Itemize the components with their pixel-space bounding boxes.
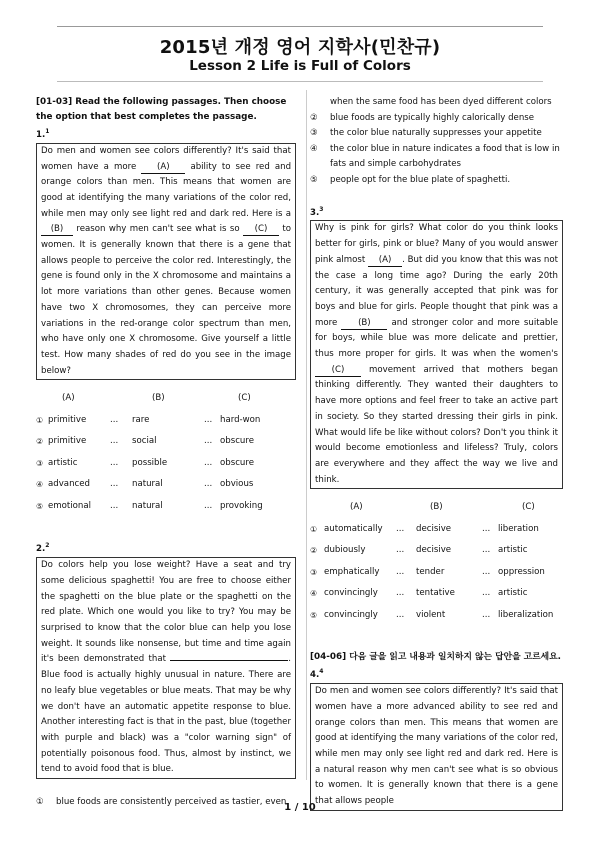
option-row[interactable]: ④ convincingly ... tentative ... artistic: [310, 588, 528, 599]
question-2-passage: Do colors help you lose weight? Have a seat and try some delicious spaghetti! You are free to choose either the spaghetti on the blue plate or the spaghetti on the red plate. Which one would you like to try? You may be surprised to know that the color blue can help you lose weight. It sounds like nonsense, but time and time again it's been demonstrated that . Blue food is actually highly unusual in nature. There are no leafy blue vegetables or blue meats. That may be why we don't have an automatic appetite response to blue. Another interesting fact is that in the past, blue (together with purple and black) was a "color warning sign" of potentially poisonous food. Thus, almost by instinct, we tend to avoid food that is blue.: [36, 557, 296, 779]
options-header: (A) (B) (C): [62, 393, 251, 404]
option-row[interactable]: ② primitive ... social ... obscure: [36, 436, 254, 447]
option-row[interactable]: ③ artistic ... possible ... obscure: [36, 457, 254, 468]
question-3-options: [310, 497, 563, 626]
header-rule-top: [57, 26, 543, 27]
question-3-number: 3.$^3$: [310, 205, 324, 218]
question-1-number: 1.$^1$: [36, 128, 50, 140]
option-row[interactable]: ① automatically ... decisive ... liberation: [310, 523, 539, 534]
option-row[interactable]: ⑤ emotional ... natural ... provoking: [36, 500, 263, 511]
option-item[interactable]: ⑤ people opt for the blue plate of spaghetti.: [310, 174, 511, 185]
option-item[interactable]: ③ the color blue naturally suppresses your appetite: [310, 128, 542, 139]
question-4-number: 4.$^4$: [310, 668, 324, 681]
page-number: 1 / 10: [284, 802, 316, 813]
section-instruction-2: [04-06] 다음 글을 읽고 내용과 일치하지 않는 답안을 고르세요.: [310, 652, 561, 663]
question-2-number: 2.$^2$: [36, 542, 50, 555]
header-rule-bottom: [57, 81, 543, 82]
blank-c: (C): [243, 224, 279, 236]
option-item-continued: when the same food has been dyed different colors: [330, 97, 552, 107]
blank-long: [170, 660, 288, 661]
option-row[interactable]: ④ advanced ... natural ... obvious: [36, 479, 254, 490]
question-3-passage: Why is pink for girls? What color do you think looks better for girls, pink or blue? Many of you would answer pink almost (A) . But did you know that this was not the case a long time ago? During the early 20th century, it was generally accepted that pink was for boys and blue for girls. People thought that pink was a more (B) and stronger color and more suitable for boys, while blue was more delicate and prettier, thus more proper for girls. It was when the women's (C) movement arrived that mothers began thinking differently. They wanted their daughters to have more options and feel freer to take an active part in society. So they started dressing their girls in pink. What would life be like without colors? Don't you think it would become emotionless and lifeless? Truly, colors are everywhere and they affect the way we live and think.: [310, 220, 563, 489]
blank-a: (A): [368, 255, 402, 267]
question-1-passage: Do men and women see colors differently? It's said that women have a more (A) ability to see red and orange colors than men. This means that women are good at identifying the many variations of the color red, while men may only see light red and dark red. Here is a (B) reason why men can't see what is so (C) to women. It is generally known that there is a gene that allows people to perceive the color red. Interestingly, the gene is found only in the X chromosome and maintains a lot more variations than other genes. Because women have two X chromosomes, they can perceive more variations in the red-orange color spectrum than men, who have only one X chromosome. Give yourself a little test. How many shades of red do you see in the image below?: [36, 143, 296, 381]
right-column: [310, 95, 563, 811]
option-row[interactable]: ③ emphatically ... tender ... oppression: [310, 566, 545, 577]
question-1-options: [36, 388, 296, 517]
option-row[interactable]: ⑤ convincingly ... violent ... liberalization: [310, 609, 554, 620]
lesson-title: Lesson 2 Life is Full of Colors: [189, 58, 411, 74]
question-2-options-continued: [310, 95, 563, 189]
option-item[interactable]: ② blue foods are typically highly calorically dense: [310, 112, 535, 123]
column-divider: [306, 90, 307, 780]
question-4-passage: Do men and women see colors differently? It's said that women have a more advanced ability to see red and orange colors than men. This means that women are good at identifying the many variations of the color red, while men may only see light red and dark red. Here is a natural reason why men can't see what is so obvious to women. It is generally known that there is a gene that allows people: [310, 683, 563, 811]
page-title: 2015년 개정 영어 지학사(민찬규): [159, 37, 441, 58]
option-item[interactable]: ④ the color blue in nature indicates a food that is low in fats and simple carbohydrates: [310, 143, 560, 170]
left-column: [36, 95, 296, 811]
option-row[interactable]: ② dubiously ... decisive ... artistic: [310, 545, 528, 556]
section-instruction-1: [01-03] Read the following passages. Then choose the option that best completes the passage.: [36, 97, 287, 122]
option-row[interactable]: ① primitive ... rare ... hard-won: [36, 414, 261, 425]
options-header: (A) (B) (C): [350, 502, 535, 513]
blank-b: (B): [41, 224, 73, 236]
blank-c: (C): [315, 365, 361, 377]
blank-a: (A): [141, 162, 185, 174]
option-item[interactable]: ① blue foods are consistently perceived as tastier, even: [36, 797, 287, 808]
blank-b: (B): [341, 318, 387, 330]
